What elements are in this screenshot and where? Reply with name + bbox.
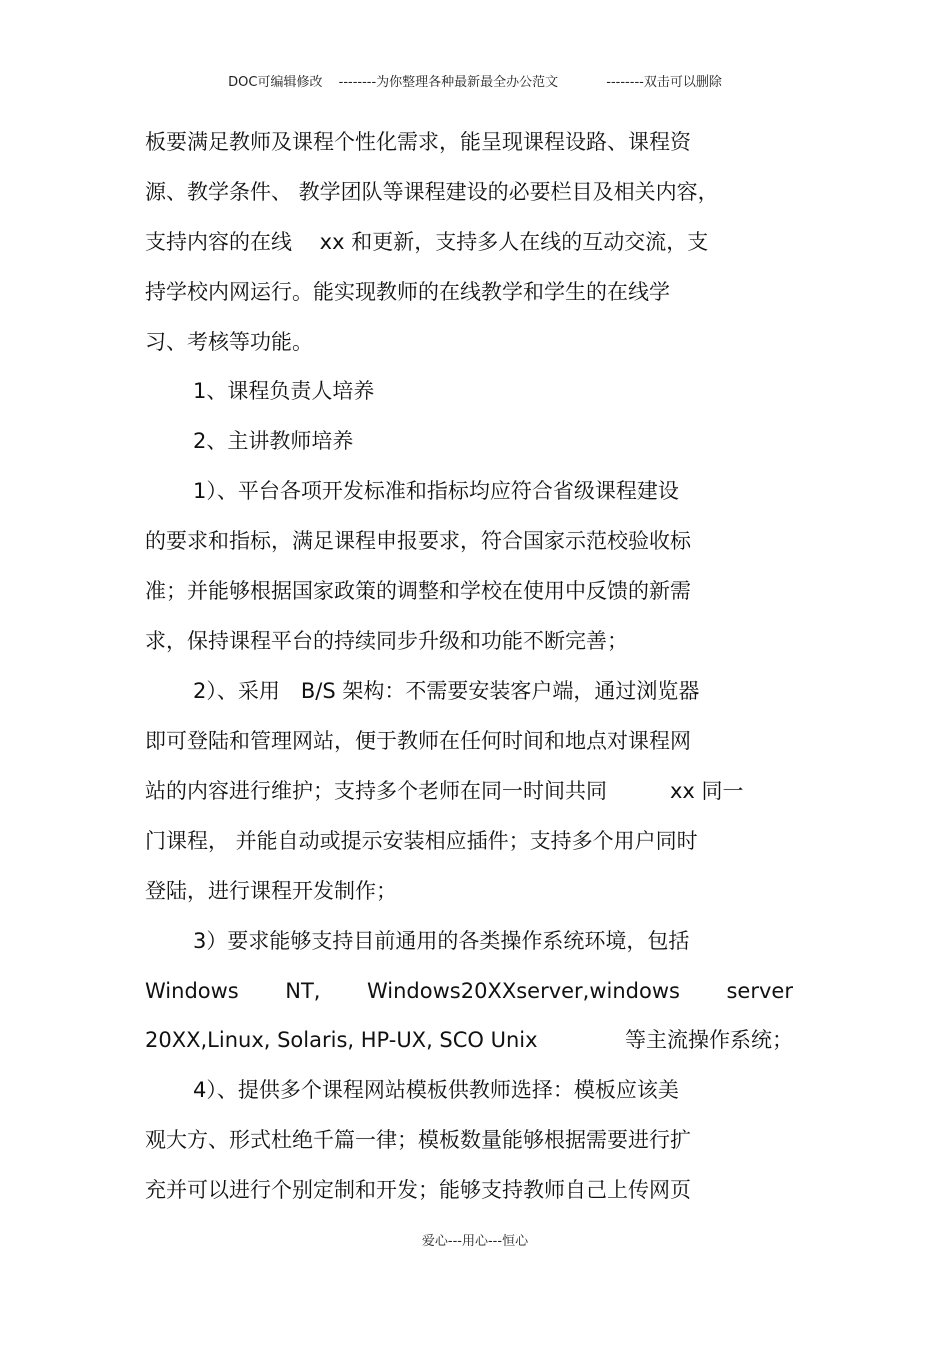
header-delete-hint: --------双击可以删除 [606,75,722,90]
os-list-line-1 [145,977,793,1005]
requirement-1-line: 1）、平台各项开发标准和指标均应符合省级课程建设 [193,479,679,503]
os-word: server [726,979,793,1003]
list-item-lead-teacher: 2、主讲教师培养 [193,429,354,453]
os-list-line-2 [145,1026,793,1054]
paragraph-line: 的要求和指标，满足课程申报要求，符合国家示范校验收标 [145,529,691,553]
requirement-4-line: 4）、提供多个课程网站模板供教师选择：模板应该美 [193,1078,679,1102]
paragraph-line: 登陆，进行课程开发制作； [145,879,397,903]
requirement-3-line: 3）要求能够支持目前通用的各类操作系统环境，包括 [193,929,690,953]
paragraph-line: 即可登陆和管理网站，便于教师在任何时间和地点对课程网 [145,729,691,753]
os-word: Windows20XXserver,windows [366,979,680,1003]
paragraph-line: 观大方、形式杜绝千篇一律；模板数量能够根据需要进行扩 [145,1128,691,1152]
page-footer: 爱心---用心---恒心 [421,1234,529,1249]
paragraph-line: 支持内容的在线 xx 和更新，支持多人在线的互动交流，支 [145,230,709,254]
paragraph-line: 门课程， 并能自动或提示安装相应插件；支持多个用户同时 [145,829,698,853]
paragraph-line: 源、教学条件、 教学团队等课程建设的必要栏目及相关内容， [145,180,719,204]
os-word: 等主流操作系统； [625,1028,793,1052]
paragraph-line: 板要满足教师及课程个性化需求，能呈现课程设路、课程资 [145,130,691,154]
paragraph-line: 持学校内网运行。能实现教师的在线教学和学生的在线学 [145,280,670,304]
list-item-course-leader: 1、课程负责人培养 [193,379,375,403]
os-word: 20XX,Linux, Solaris, HP-UX, SCO Unix [145,1028,538,1052]
os-word: Windows [145,979,239,1003]
os-word: NT, [285,979,321,1003]
header-tagline: --------为你整理各种最新最全办公范文 [338,75,559,90]
paragraph-line: 充并可以进行个别定制和开发；能够支持教师自己上传网页 [145,1178,691,1202]
page-header [0,71,950,90]
paragraph-line: 习、考核等功能。 [145,330,313,354]
paragraph-line: 求，保持课程平台的持续同步升级和功能不断完善； [145,629,628,653]
paragraph-line: 准；并能够根据国家政策的调整和学校在使用中反馈的新需 [145,579,691,603]
requirement-2-line: 2）、采用 B/S 架构：不需要安装客户端，通过浏览器 [193,679,700,703]
header-doc-label: DOC可编辑修改 [228,75,323,90]
paragraph-line: 站的内容进行维护；支持多个老师在同一时间共同 xx 同一 [145,779,744,803]
